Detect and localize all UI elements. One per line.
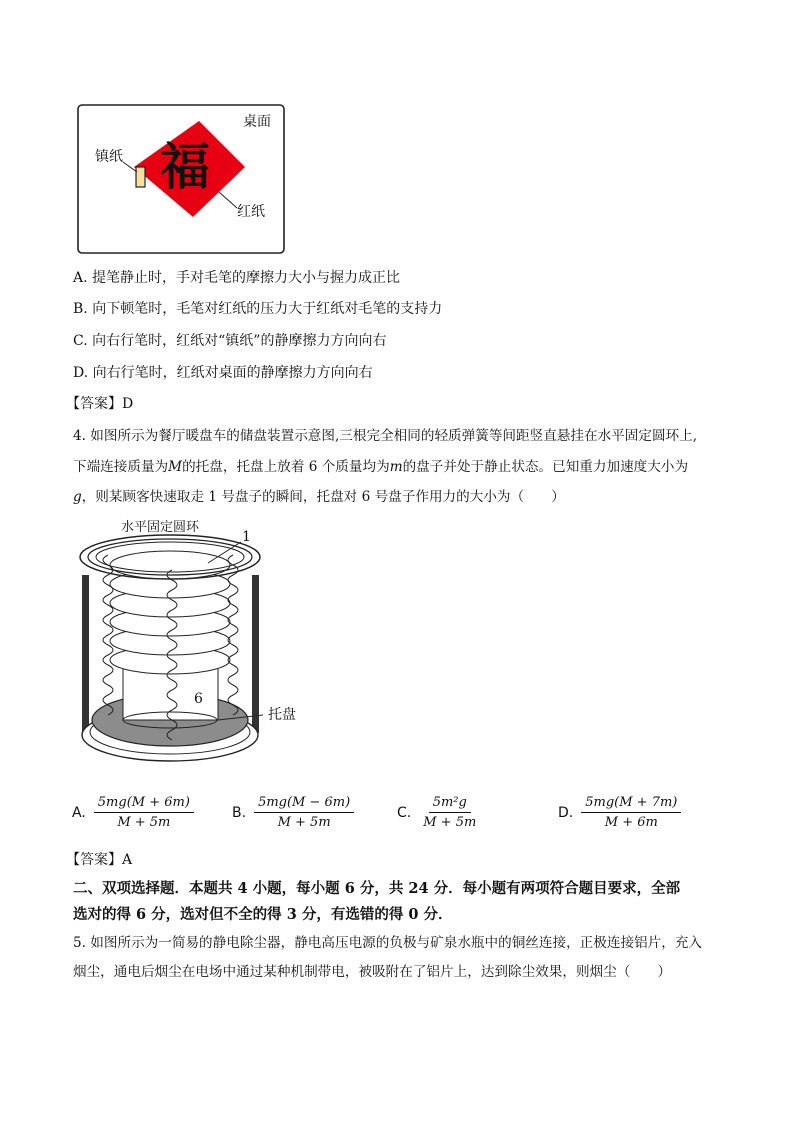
option-letter: D.: [558, 804, 574, 821]
q4-option-b: [232, 795, 354, 830]
q4-option-a: [72, 795, 194, 830]
fraction-numerator: 5m²g: [429, 795, 471, 813]
fraction: [581, 795, 681, 830]
q5-line-2: 烟尘，通电后烟尘在电场中通过某种机制带电，被吸附在了铝片上，达到除尘效果，则烟尘（ ）: [73, 964, 672, 980]
q3-option-a: [73, 268, 400, 288]
q3-option-d: [73, 363, 373, 383]
q4-line-2: 下端连接质量为M的托盘，托盘上放着 6 个质量均为m的盘子并处于静止状态。已知重力加速度大小为: [73, 459, 689, 475]
fraction: [419, 795, 480, 830]
left-post: [82, 575, 89, 733]
fraction-denominator: M + 5m: [423, 815, 477, 830]
plate-warmer-svg: [78, 515, 318, 770]
option-text: 向右行笔时，红纸对桌面的静摩擦力方向向右: [92, 365, 373, 381]
var-g: g: [73, 489, 82, 505]
q4-option-c: [397, 795, 480, 830]
section-2-line-2: 选对的得 6 分，选对但不全的得 3 分，有选错的得 0 分．: [73, 906, 453, 923]
plate1-label: 1: [242, 529, 251, 545]
q3-option-b: [73, 299, 442, 319]
tray-label: 托盘: [268, 707, 296, 723]
q3-option-c: [73, 331, 386, 351]
option-letter: C.: [397, 804, 412, 821]
fraction: [94, 795, 194, 830]
spring-left: [103, 555, 113, 715]
var-M: M: [168, 459, 183, 475]
option-text: 提笔静止时，手对毛笔的摩擦力大小与握力成正比: [92, 270, 401, 286]
q4-answer: 【答案】A: [66, 852, 133, 868]
figure-plate-warmer: [78, 515, 318, 770]
right-post: [252, 575, 259, 733]
fraction-denominator: M + 5m: [117, 815, 171, 830]
option-letter: C.: [73, 333, 88, 349]
fraction-numerator: 5mg(M + 6m): [94, 795, 194, 813]
section-2-line-1: 二、双项选择题．本题共 4 小题，每小题 6 分，共 24 分．每小题有两项符合题目要求，全部: [73, 880, 681, 897]
fraction: [254, 795, 354, 830]
option-letter: A.: [73, 270, 88, 286]
fraction-numerator: 5mg(M − 6m): [254, 795, 354, 813]
desk-label: 桌面: [243, 114, 271, 130]
ring-label: 水平固定圆环: [121, 520, 200, 535]
q4-line-3: g，则某顾客快速取走 1 号盘子的瞬间，托盘对 6 号盘子作用力的大小为（ ）: [73, 489, 565, 505]
option-text: 向右行笔时，红纸对“镇纸”的静摩擦力方向向右: [92, 333, 387, 349]
weight-label: 镇纸: [95, 149, 123, 165]
spring-right: [228, 555, 238, 715]
fraction-numerator: 5mg(M + 7m): [581, 795, 681, 813]
var-m: m: [389, 459, 403, 475]
plate6-label: 6: [194, 691, 203, 707]
option-letter: A.: [72, 804, 86, 821]
weight-block: [136, 167, 145, 187]
fraction-denominator: M + 5m: [277, 815, 331, 830]
option-letter: B.: [73, 301, 88, 317]
paper-label: 红纸: [237, 204, 265, 220]
fu-character: 福: [160, 137, 210, 196]
q4-option-d: [558, 795, 681, 830]
figure-desk-red-paper: [77, 104, 285, 254]
q4-line-1: 4. 如图所示为餐厅暖盘车的储盘装置示意图,三根完全相同的轻质弹簧等间距竖直悬挂在水平固定圆环上,: [73, 428, 698, 444]
option-letter: B.: [232, 804, 247, 821]
option-text: 向下顿笔时，毛笔对红纸的压力大于红纸对毛笔的支持力: [92, 301, 443, 317]
option-letter: D.: [73, 365, 89, 381]
fraction-denominator: M + 6m: [604, 815, 658, 830]
q3-answer: 【答案】D: [66, 396, 134, 412]
q5-line-1: 5. 如图所示为一简易的静电除尘器，静电高压电源的负极与矿泉水瓶中的铜丝连接，正极连接铝片，充入: [73, 935, 703, 951]
